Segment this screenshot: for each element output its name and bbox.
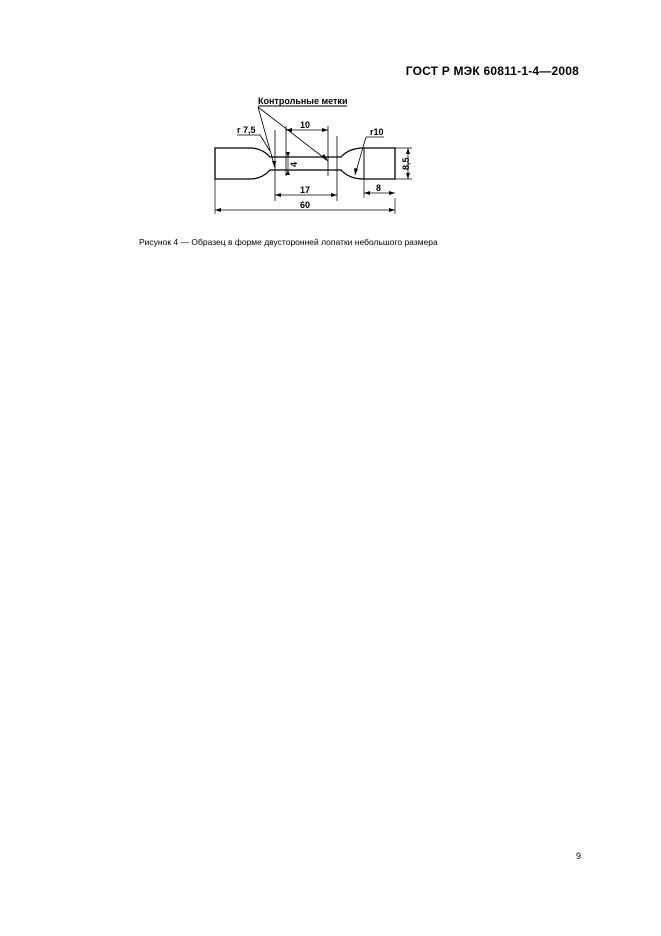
dimension-60-label: 60 [300,200,311,210]
radius-right-label: r10 [370,127,384,137]
radius-left-label: r 7,5 [237,125,256,135]
figure-caption: Рисунок 4 — Образец в форме двусторонней лопатки небольшого размера [139,237,438,247]
dumbbell-specimen-drawing [200,86,430,216]
page-number: 9 [576,851,582,861]
dimension-8-5-label: 8,5 [401,157,411,170]
mark-leader-right [258,107,328,161]
dimension-4-label: 4 [289,161,299,167]
dimension-17-label: 17 [300,185,311,195]
dimension-8-label: 8 [376,183,382,193]
specimen-outline [215,148,395,179]
standard-code-header: ГОСТ Р МЭК 60811-1-4—2008 [405,64,579,78]
mark-leader-left [258,107,275,168]
control-marks-label: Контрольные метки [258,96,348,106]
dimension-10-label: 10 [300,120,311,130]
